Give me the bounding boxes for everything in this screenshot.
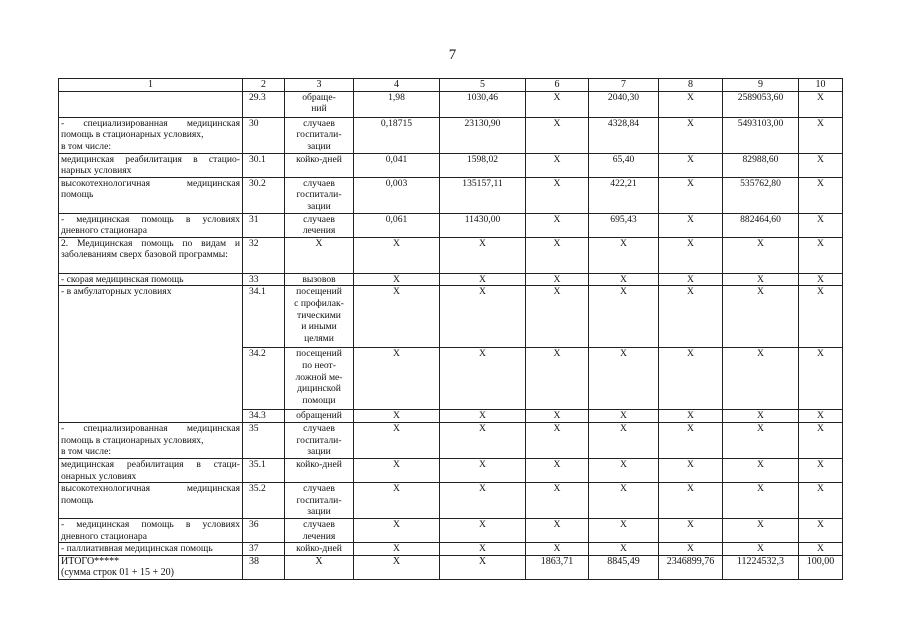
- value-cell-c5: Х: [440, 518, 526, 542]
- table-row: [59, 117, 843, 153]
- value-cell-c5: Х: [440, 422, 526, 458]
- table-body: [59, 79, 843, 580]
- value-cell-c4: Х: [354, 518, 440, 542]
- value-cell-c6: Х: [526, 273, 589, 286]
- value-cell-c10: Х: [799, 117, 843, 153]
- value-cell-c5: Х: [440, 555, 526, 579]
- value-cell-c8: Х: [659, 91, 723, 117]
- unit-cell: обращений: [285, 410, 354, 423]
- value-cell-c4: Х: [354, 348, 440, 410]
- table-row: [59, 273, 843, 286]
- value-cell-c6: Х: [526, 153, 589, 177]
- unit-cell: посещений с профилак- тическими и иными целями: [285, 286, 354, 348]
- value-cell-c10: Х: [799, 518, 843, 542]
- row-label: медицинская реабилитация в стаци-онарных условиях: [59, 458, 243, 482]
- value-cell-c8: Х: [659, 543, 723, 556]
- header-cell: 8: [659, 79, 723, 92]
- value-cell-c7: 2040,30: [589, 91, 659, 117]
- value-cell-c9: 11224532,3: [723, 555, 799, 579]
- value-cell-c7: Х: [589, 518, 659, 542]
- value-cell-c9: 5493103,00: [723, 117, 799, 153]
- value-cell-c6: Х: [526, 410, 589, 423]
- row-number: 32: [243, 237, 285, 273]
- unit-cell: случаев госпитали- зации: [285, 117, 354, 153]
- value-cell-c9: Х: [723, 543, 799, 556]
- row-label: медицинская реабилитация в стацио-нарных условиях: [59, 153, 243, 177]
- value-cell-c6: Х: [526, 237, 589, 273]
- value-cell-c6: Х: [526, 458, 589, 482]
- row-label: - паллиативная медицинская помощь: [59, 543, 243, 556]
- row-label: - медицинская помощь в условиях дневного стационара: [59, 213, 243, 237]
- value-cell-c10: Х: [799, 213, 843, 237]
- value-cell-c6: Х: [526, 117, 589, 153]
- unit-cell: койко-дней: [285, 458, 354, 482]
- row-number: 35.2: [243, 483, 285, 519]
- value-cell-c5: Х: [440, 458, 526, 482]
- row-number: 30.2: [243, 177, 285, 213]
- value-cell-c6: Х: [526, 518, 589, 542]
- value-cell-c9: 882464,60: [723, 213, 799, 237]
- value-cell-c10: Х: [799, 153, 843, 177]
- value-cell-c4: 0,041: [354, 153, 440, 177]
- table-row: [59, 458, 843, 482]
- value-cell-c7: Х: [589, 348, 659, 410]
- unit-cell: койко-дней: [285, 153, 354, 177]
- value-cell-c10: Х: [799, 458, 843, 482]
- value-cell-c7: Х: [589, 237, 659, 273]
- value-cell-c8: Х: [659, 213, 723, 237]
- value-cell-c5: 23130,90: [440, 117, 526, 153]
- value-cell-c7: 4328,84: [589, 117, 659, 153]
- data-table: [58, 78, 843, 580]
- value-cell-c5: Х: [440, 483, 526, 519]
- row-label: - в амбулаторных условиях: [59, 286, 243, 423]
- value-cell-c7: Х: [589, 543, 659, 556]
- row-label: высокотехнологичная медицинская помощь: [59, 483, 243, 519]
- value-cell-c5: 1030,46: [440, 91, 526, 117]
- value-cell-c9: Х: [723, 483, 799, 519]
- value-cell-c4: Х: [354, 458, 440, 482]
- value-cell-c5: Х: [440, 237, 526, 273]
- table-row: [59, 422, 843, 458]
- row-number: 29.3: [243, 91, 285, 117]
- unit-cell: случаев лечения: [285, 518, 354, 542]
- value-cell-c7: Х: [589, 273, 659, 286]
- header-cell: 10: [799, 79, 843, 92]
- value-cell-c8: Х: [659, 422, 723, 458]
- unit-cell: койко-дней: [285, 543, 354, 556]
- row-number: 34.2: [243, 348, 285, 410]
- table-row: [59, 518, 843, 542]
- page-number: 7: [448, 47, 457, 63]
- value-cell-c10: Х: [799, 237, 843, 273]
- table-row: [59, 177, 843, 213]
- value-cell-c6: Х: [526, 213, 589, 237]
- value-cell-c6: Х: [526, 177, 589, 213]
- table-row: [59, 543, 843, 556]
- value-cell-c10: Х: [799, 273, 843, 286]
- value-cell-c4: Х: [354, 273, 440, 286]
- value-cell-c8: Х: [659, 483, 723, 519]
- row-number: 38: [243, 555, 285, 579]
- value-cell-c8: Х: [659, 237, 723, 273]
- value-cell-c9: Х: [723, 410, 799, 423]
- unit-cell: случаев лечения: [285, 213, 354, 237]
- value-cell-c8: Х: [659, 348, 723, 410]
- value-cell-c5: Х: [440, 286, 526, 348]
- value-cell-c4: Х: [354, 237, 440, 273]
- value-cell-c9: Х: [723, 286, 799, 348]
- value-cell-c5: Х: [440, 543, 526, 556]
- value-cell-c10: Х: [799, 286, 843, 348]
- value-cell-c7: 65,40: [589, 153, 659, 177]
- value-cell-c6: Х: [526, 483, 589, 519]
- row-label: - специализированная медицинская помощь в стационарных условиях, в том числе:: [59, 117, 243, 153]
- value-cell-c4: Х: [354, 483, 440, 519]
- header-row: [59, 79, 843, 92]
- value-cell-c10: 100,00: [799, 555, 843, 579]
- value-cell-c9: Х: [723, 458, 799, 482]
- value-cell-c10: Х: [799, 422, 843, 458]
- unit-cell: посещений по неот- ложной ме- дицинской помощи: [285, 348, 354, 410]
- value-cell-c6: Х: [526, 91, 589, 117]
- unit-cell: обраще- ний: [285, 91, 354, 117]
- value-cell-c9: Х: [723, 518, 799, 542]
- value-cell-c6: 1863,71: [526, 555, 589, 579]
- row-number: 36: [243, 518, 285, 542]
- header-cell: 3: [285, 79, 354, 92]
- unit-cell: Х: [285, 555, 354, 579]
- row-number: 34.3: [243, 410, 285, 423]
- value-cell-c7: Х: [589, 483, 659, 519]
- value-cell-c8: Х: [659, 458, 723, 482]
- value-cell-c8: Х: [659, 410, 723, 423]
- value-cell-c5: Х: [440, 410, 526, 423]
- value-cell-c10: Х: [799, 543, 843, 556]
- table-row: [59, 213, 843, 237]
- row-number: 35: [243, 422, 285, 458]
- value-cell-c5: Х: [440, 348, 526, 410]
- value-cell-c7: Х: [589, 422, 659, 458]
- value-cell-c8: Х: [659, 117, 723, 153]
- unit-cell: вызовов: [285, 273, 354, 286]
- value-cell-c9: 82988,60: [723, 153, 799, 177]
- value-cell-c10: Х: [799, 483, 843, 519]
- value-cell-c5: Х: [440, 273, 526, 286]
- unit-cell: случаев госпитали- зации: [285, 483, 354, 519]
- value-cell-c10: Х: [799, 91, 843, 117]
- unit-cell: случаев госпитали- зации: [285, 177, 354, 213]
- table-row: [59, 153, 843, 177]
- value-cell-c8: Х: [659, 153, 723, 177]
- value-cell-c9: 535762,80: [723, 177, 799, 213]
- value-cell-c6: Х: [526, 422, 589, 458]
- row-number: 30.1: [243, 153, 285, 177]
- value-cell-c5: 1598,02: [440, 153, 526, 177]
- value-cell-c4: 0,18715: [354, 117, 440, 153]
- table-row: [59, 483, 843, 519]
- value-cell-c4: Х: [354, 543, 440, 556]
- row-label: - медицинская помощь в условиях дневного стационара: [59, 518, 243, 542]
- row-number: 35.1: [243, 458, 285, 482]
- header-cell: 4: [354, 79, 440, 92]
- value-cell-c8: Х: [659, 518, 723, 542]
- value-cell-c5: 135157,11: [440, 177, 526, 213]
- row-label: [59, 91, 243, 117]
- table-row: [59, 91, 843, 117]
- value-cell-c6: Х: [526, 543, 589, 556]
- value-cell-c10: Х: [799, 348, 843, 410]
- value-cell-c8: Х: [659, 286, 723, 348]
- value-cell-c4: 1,98: [354, 91, 440, 117]
- value-cell-c7: Х: [589, 458, 659, 482]
- row-label: высокотехнологичная медицинская помощь: [59, 177, 243, 213]
- value-cell-c9: Х: [723, 273, 799, 286]
- value-cell-c7: 8845,49: [589, 555, 659, 579]
- value-cell-c7: 422,21: [589, 177, 659, 213]
- header-cell: 2: [243, 79, 285, 92]
- unit-cell: Х: [285, 237, 354, 273]
- value-cell-c4: Х: [354, 555, 440, 579]
- value-cell-c7: Х: [589, 286, 659, 348]
- value-cell-c4: 0,003: [354, 177, 440, 213]
- row-label: - скорая медицинская помощь: [59, 273, 243, 286]
- value-cell-c4: Х: [354, 422, 440, 458]
- value-cell-c4: Х: [354, 286, 440, 348]
- value-cell-c7: 695,43: [589, 213, 659, 237]
- value-cell-c9: Х: [723, 237, 799, 273]
- row-label: 2. Медицинская помощь по видам и заболеваниям сверх базовой программы:: [59, 237, 243, 273]
- value-cell-c6: Х: [526, 286, 589, 348]
- value-cell-c4: Х: [354, 410, 440, 423]
- header-cell: 1: [59, 79, 243, 92]
- value-cell-c9: 2589053,60: [723, 91, 799, 117]
- value-cell-c9: Х: [723, 422, 799, 458]
- row-number: 37: [243, 543, 285, 556]
- table-row: [59, 237, 843, 273]
- row-number: 33: [243, 273, 285, 286]
- table-row: [59, 555, 843, 579]
- header-cell: 6: [526, 79, 589, 92]
- value-cell-c8: Х: [659, 177, 723, 213]
- value-cell-c4: 0,061: [354, 213, 440, 237]
- row-label: ИТОГО***** (сумма строк 01 + 15 + 20): [59, 555, 243, 579]
- unit-cell: случаев госпитали- зации: [285, 422, 354, 458]
- value-cell-c5: 11430,00: [440, 213, 526, 237]
- value-cell-c10: Х: [799, 410, 843, 423]
- row-number: 30: [243, 117, 285, 153]
- value-cell-c10: Х: [799, 177, 843, 213]
- value-cell-c6: Х: [526, 348, 589, 410]
- row-number: 31: [243, 213, 285, 237]
- value-cell-c9: Х: [723, 348, 799, 410]
- row-label: - специализированная медицинская помощь в стационарных условиях, в том числе:: [59, 422, 243, 458]
- header-cell: 9: [723, 79, 799, 92]
- value-cell-c7: Х: [589, 410, 659, 423]
- value-cell-c8: Х: [659, 273, 723, 286]
- table-row: [59, 286, 843, 348]
- header-cell: 5: [440, 79, 526, 92]
- header-cell: 7: [589, 79, 659, 92]
- value-cell-c8: 2346899,76: [659, 555, 723, 579]
- row-number: 34.1: [243, 286, 285, 348]
